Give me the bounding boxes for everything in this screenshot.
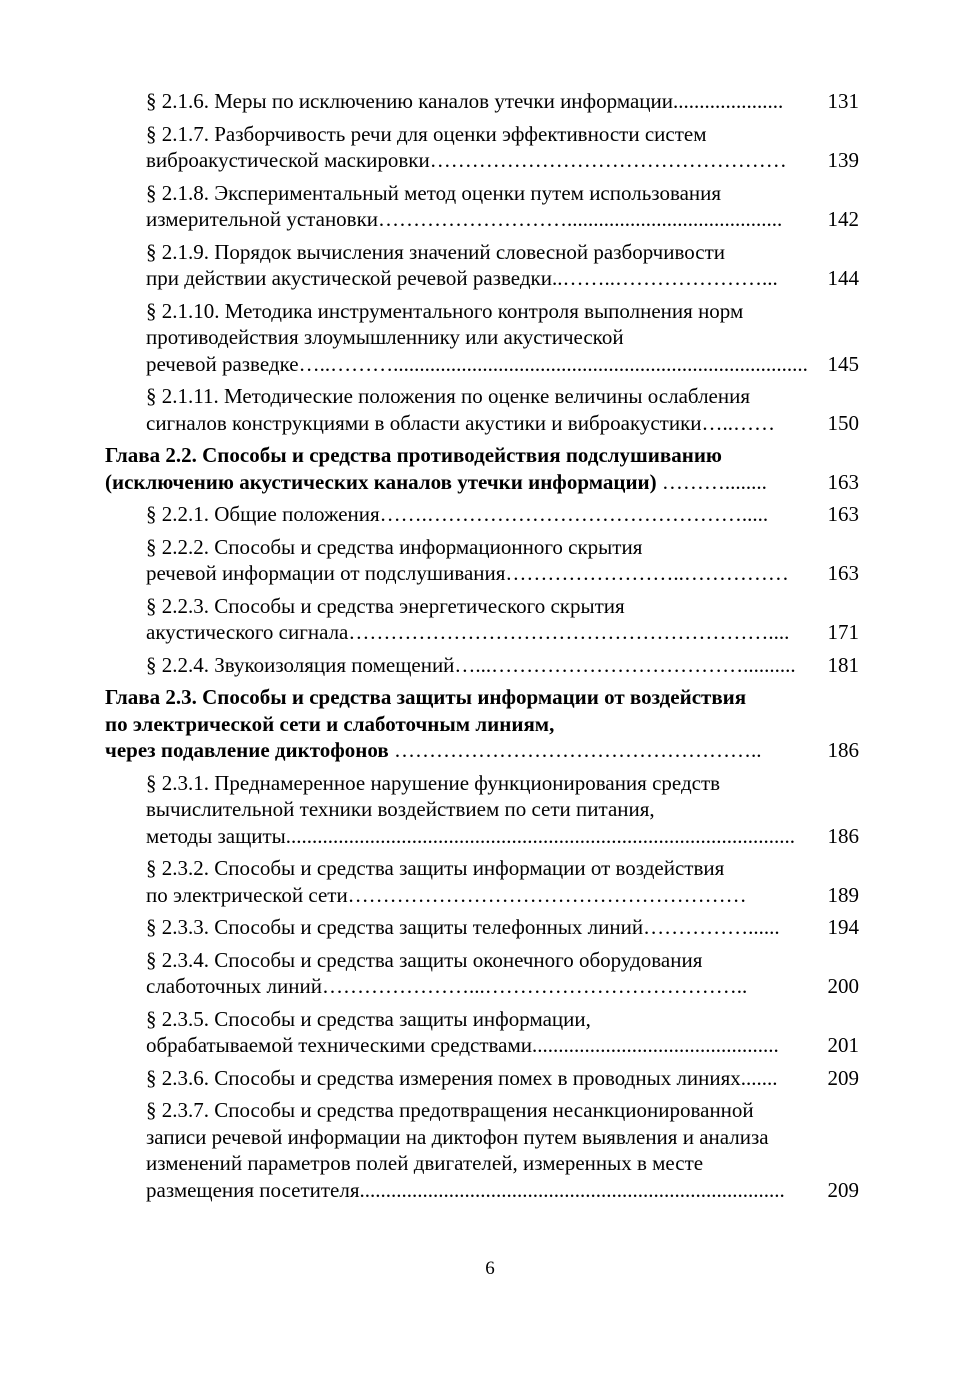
- toc-entry: [0, 180, 980, 233]
- toc-entry: [0, 534, 980, 587]
- toc-leader-dots: ……………………………………………..: [388, 738, 762, 762]
- toc-entry-page: 201: [827, 1033, 859, 1057]
- toc-entry: [0, 914, 980, 941]
- toc-entry-page: 200: [827, 974, 859, 998]
- toc-entry: [0, 239, 980, 292]
- toc-entry-title: § 2.3.7. Способы и средства предотвращения несанкционированной записи речевой информации на диктофон путем выявления и анализа изменений параметров полей двигателей, измеренных в месте размещения посетителя.................................................................................: [146, 1098, 785, 1202]
- toc-entry-page: 189: [827, 882, 859, 907]
- toc-entry-page: 139: [827, 148, 859, 172]
- toc-entry-page: 142: [827, 207, 859, 231]
- toc-entry-page: 171: [827, 620, 859, 644]
- toc-chapter-entry: [0, 684, 980, 764]
- toc-entry: [0, 88, 980, 115]
- toc-entry-page: 163: [827, 469, 859, 494]
- toc-entry-page: 163: [827, 561, 859, 585]
- toc-entry-title: § 2.2.1. Общие положения…….……………………………………….....: [146, 502, 769, 526]
- toc-entry-page: 163: [827, 502, 859, 526]
- toc-entry-title: § 2.1.7. Разборчивость речи для оценки эффективности систем виброакустической маскировки……………………………………………: [146, 121, 787, 172]
- toc-entry: [0, 652, 980, 679]
- toc-chapter-title-text: Глава 2.3. Способы и средства защиты информации от воздействия по электрической сети и слаботочным линиям, через подавление диктофонов: [105, 685, 747, 762]
- toc-entry: [0, 947, 980, 1000]
- toc-entry-title: § 2.2.3. Способы и средства энергетического скрытия акустического сигнала……………………………………………………....: [146, 593, 790, 644]
- toc-entry-title: § 2.3.5. Способы и средства защиты информации, обрабатываемой техническими средствами...............................................: [146, 1006, 779, 1057]
- toc-chapter-title-text: Глава 2.2. Способы и средства противодействия подслушиванию (исключению акустических каналов утечки информации): [105, 443, 722, 494]
- toc-entry-title: § 2.1.8. Экспериментальный метод оценки путем использования измерительной установки……………………….........................................: [146, 180, 783, 231]
- toc-entry-title: § 2.1.10. Методика инструментального контроля выполнения норм противодействия злоумышленнику или акустической речевой разведке…..………...............................................................................: [146, 298, 808, 376]
- toc-entry-page: 194: [827, 915, 859, 939]
- toc-entry-page: 145: [827, 351, 859, 376]
- toc-entry-title: § 2.2.2. Способы и средства информационного скрытия речевой информации от подслушивания……………………..……………: [146, 534, 789, 585]
- toc-entry: [0, 770, 980, 850]
- toc-entry: [0, 1097, 980, 1203]
- toc-entry: [0, 855, 980, 908]
- page-number: 6: [485, 1258, 495, 1279]
- toc-entry: [0, 298, 980, 378]
- toc-chapter-entry: [0, 442, 980, 495]
- toc-leader-dots: ………........: [656, 469, 767, 494]
- toc-entry: [0, 501, 980, 528]
- toc-entry-page: 131: [827, 89, 859, 113]
- toc-entry-page: 144: [827, 266, 859, 290]
- toc-entry-title: § 2.1.11. Методические положения по оценке величины ослабления сигналов конструкциями в области акустики и виброакустики…..……: [146, 384, 776, 435]
- toc-entry: [0, 1006, 980, 1059]
- toc-entry-title: § 2.3.3. Способы и средства защиты телефонных линий……………......: [146, 915, 780, 939]
- toc-entry: [0, 121, 980, 174]
- toc-entry-title: § 2.1.9. Порядок вычисления значений словесной разборчивости при действии акустической речевой разведки..……..…………………...: [146, 239, 778, 290]
- toc-entry-page: 209: [827, 1065, 859, 1090]
- toc-entry: [0, 593, 980, 646]
- table-of-contents: [0, 88, 980, 1209]
- toc-entry-title: § 2.3.6. Способы и средства измерения помех в проводных линиях.......: [146, 1065, 778, 1090]
- toc-chapter-title: [105, 684, 808, 764]
- toc-entry-page: 186: [827, 738, 859, 762]
- toc-entry-page: 150: [827, 410, 859, 435]
- toc-entry-title: § 2.1.6. Меры по исключению каналов утечки информации.....................: [146, 89, 784, 113]
- toc-entry-title: § 2.3.1. Преднамеренное нарушение функционирования средств вычислительной техники воздействием по сети питания, методы защиты.................................................................................................: [146, 770, 796, 848]
- toc-entry-title: § 2.3.2. Способы и средства защиты информации от воздействия по электрической сети…………………………………………………: [146, 856, 747, 907]
- toc-entry: [0, 383, 980, 436]
- toc-entry-page: 181: [827, 652, 859, 677]
- toc-chapter-title: [105, 442, 808, 495]
- toc-entry-page: 209: [827, 1177, 859, 1202]
- toc-entry-page: 186: [827, 823, 859, 848]
- toc-entry: [0, 1065, 980, 1092]
- toc-entry-title: § 2.3.4. Способы и средства защиты оконечного оборудования слаботочных линий…………………...………………………………..: [146, 947, 748, 998]
- toc-entry-title: § 2.2.4. Звукоизоляция помещений…...………………………………..........: [146, 652, 796, 677]
